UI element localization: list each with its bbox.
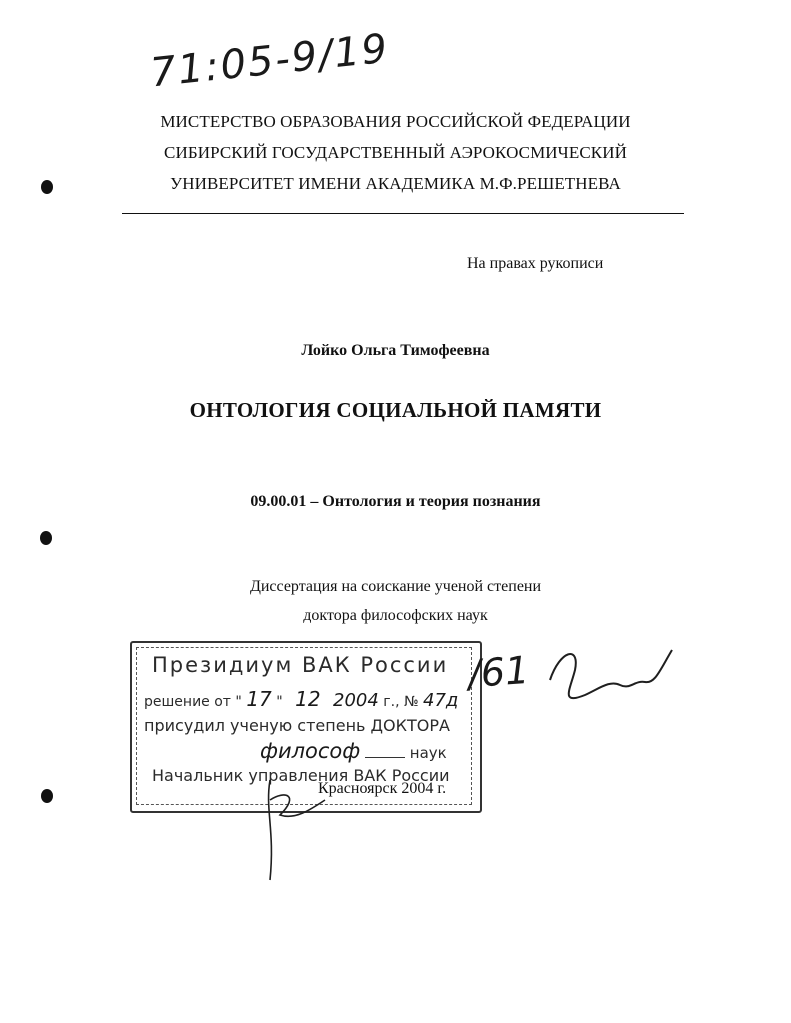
signature-right [540, 640, 680, 710]
punch-hole-bottom [41, 789, 53, 803]
header-divider [122, 213, 684, 214]
stamp-month: 12 [295, 687, 321, 711]
punch-hole-middle [40, 531, 52, 545]
stamp-field-suffix: наук [409, 744, 447, 762]
archive-code: 71:05-9/19 [148, 25, 392, 97]
stamp-awarded: присудил ученую степень ДОКТОРА [144, 716, 450, 735]
specialty-code: 09.00.01 – Онтология и теория познания [250, 493, 541, 510]
ministry-line: МИСТЕРСТВО ОБРАЗОВАНИЯ РОССИЙСКОЙ ФЕДЕРАЦИИ [160, 112, 631, 131]
stamp-head: Начальник управления ВАК России [152, 766, 450, 785]
stamp-org: Президиум ВАК России [152, 653, 449, 677]
stamp-day: 17 [246, 687, 272, 711]
ministry-line: СИБИРСКИЙ ГОСУДАРСТВЕННЫЙ АЭРОКОСМИЧЕСКИЙ [164, 143, 627, 162]
stamp-year: 2004 [333, 690, 379, 711]
dissertation-title: ОНТОЛОГИЯ СОЦИАЛЬНОЙ ПАМЯТИ [189, 398, 602, 422]
ministry-line: УНИВЕРСИТЕТ ИМЕНИ АКАДЕМИКА М.Ф.РЕШЕТНЕВА [170, 174, 621, 193]
stamp-decision-line: решение от " 17 " 12 2004 г., № 47д [144, 687, 459, 711]
stamp-year-suffix: г., № [383, 694, 419, 710]
manuscript-note: На правах рукописи [467, 255, 604, 272]
ministry-header [0, 106, 791, 199]
handwritten-number-tail: /61 [466, 647, 531, 697]
stamp-field: философ [260, 739, 361, 763]
author-name: Лойко Ольга Тимофеевна [301, 342, 490, 359]
place-year: Красноярск 2004 г. [318, 780, 447, 797]
stamp-decision-prefix: решение от " [144, 694, 242, 710]
stamp-field-line [260, 739, 447, 763]
dissertation-type-line2: доктора философских наук [303, 607, 488, 624]
signature-stamp [240, 770, 330, 890]
dissertation-type-line1: Диссертация на соискание ученой степени [249, 578, 542, 595]
stamp-number: 47д [423, 690, 459, 711]
